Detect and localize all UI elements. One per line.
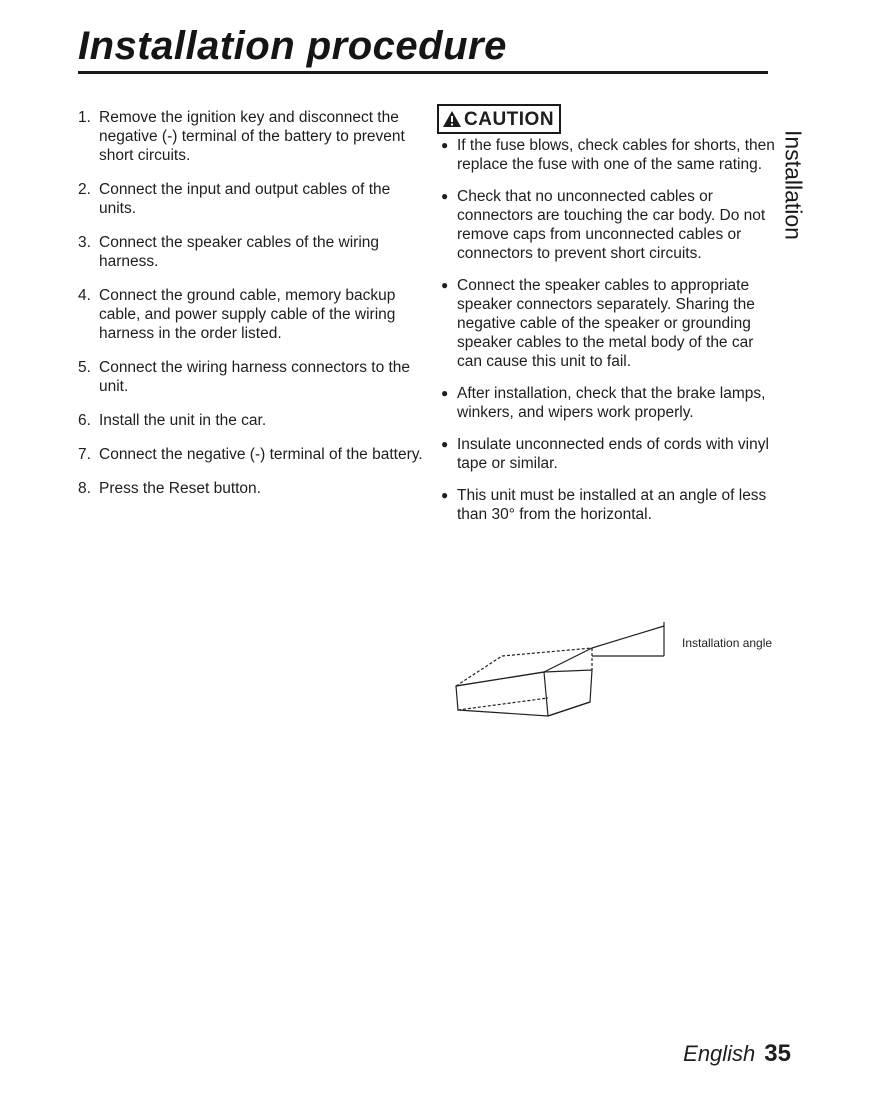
step-number: 7. bbox=[78, 446, 91, 463]
step-text: Connect the speaker cables of the wiring harness. bbox=[99, 234, 380, 270]
side-tab bbox=[776, 120, 810, 250]
list-item bbox=[441, 384, 776, 422]
list-item bbox=[78, 411, 423, 430]
step-number: 6. bbox=[78, 412, 91, 429]
bullet-icon: ● bbox=[441, 437, 449, 451]
side-tab-label: Installation bbox=[780, 130, 807, 240]
footer-language: English bbox=[683, 1041, 756, 1066]
list-item bbox=[78, 108, 423, 165]
warning-triangle-icon bbox=[442, 110, 462, 128]
caution-text: Insulate unconnected ends of cords with vinyl tape or similar. bbox=[457, 436, 769, 472]
step-number: 3. bbox=[78, 234, 91, 251]
list-item bbox=[441, 187, 776, 263]
bullet-icon: ● bbox=[441, 488, 449, 502]
list-item bbox=[441, 136, 776, 174]
step-number: 5. bbox=[78, 359, 91, 376]
step-text: Connect the ground cable, memory backup cable, and power supply cable of the wiring harness in the order listed. bbox=[99, 287, 396, 342]
step-number: 4. bbox=[78, 287, 91, 304]
page-footer bbox=[683, 1040, 791, 1068]
list-item bbox=[78, 233, 423, 271]
step-text: Install the unit in the car. bbox=[99, 412, 267, 429]
page-title: Installation procedure bbox=[78, 24, 507, 68]
step-text: Connect the wiring harness connectors to the unit. bbox=[99, 359, 411, 395]
caution-text: If the fuse blows, check cables for shorts, then replace the fuse with one of the same rating. bbox=[457, 137, 775, 173]
list-item bbox=[441, 435, 776, 473]
bullet-icon: ● bbox=[441, 189, 449, 203]
list-item bbox=[78, 479, 423, 498]
bullet-icon: ● bbox=[441, 278, 449, 292]
step-number: 2. bbox=[78, 181, 91, 198]
step-text: Remove the ignition key and disconnect the negative (-) terminal of the battery to prevent short circuits. bbox=[99, 109, 405, 164]
list-item bbox=[78, 445, 423, 464]
step-text: Connect the input and output cables of the units. bbox=[99, 181, 391, 217]
step-number: 1. bbox=[78, 109, 91, 126]
caution-text: Check that no unconnected cables or connectors are touching the car body. Do not remove caps from unconnected cables or connectors to prevent short circuits. bbox=[457, 188, 766, 262]
caution-text: Connect the speaker cables to appropriate speaker connectors separately. Sharing the negative cable of the speaker or grounding speaker cables to the metal body of the car can cause this unit to fail. bbox=[457, 277, 755, 370]
list-item bbox=[78, 286, 423, 343]
caution-text: After installation, check that the brake lamps, winkers, and wipers work properly. bbox=[457, 385, 766, 421]
steps-list bbox=[78, 108, 423, 513]
step-number: 8. bbox=[78, 480, 91, 497]
bullet-icon: ● bbox=[441, 138, 449, 152]
step-text: Connect the negative (-) terminal of the battery. bbox=[99, 446, 423, 463]
installation-angle-diagram bbox=[452, 618, 692, 723]
step-text: Press the Reset button. bbox=[99, 480, 261, 497]
title-rule bbox=[78, 71, 768, 74]
figure-label: Installation angle bbox=[682, 636, 773, 650]
caution-text: This unit must be installed at an angle of less than 30° from the horizontal. bbox=[457, 487, 767, 523]
list-item bbox=[78, 358, 423, 396]
list-item bbox=[78, 180, 423, 218]
page-number: 35 bbox=[764, 1040, 791, 1067]
caution-badge bbox=[437, 104, 561, 134]
list-item bbox=[441, 486, 776, 524]
bullet-icon: ● bbox=[441, 386, 449, 400]
caution-list bbox=[441, 136, 776, 537]
caution-label: CAUTION bbox=[464, 108, 555, 130]
list-item bbox=[441, 276, 776, 371]
